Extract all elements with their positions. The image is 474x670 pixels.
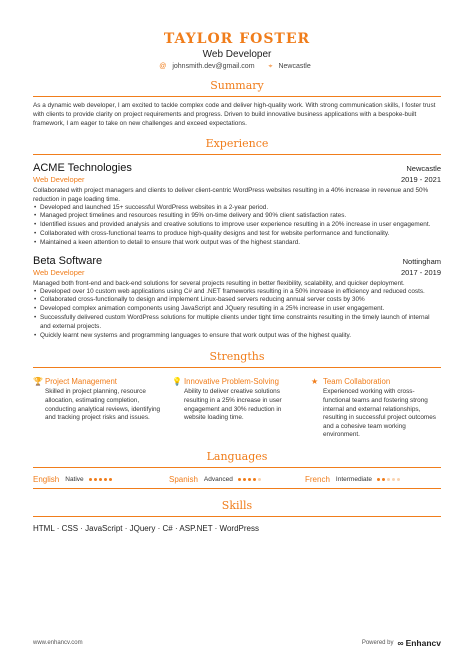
enhancv-logo-icon: ∞ [397,638,404,648]
list-item: • Maintained a keen attention to detail to ensure that work output was of the highest standard. [33,239,441,248]
contact-line [33,62,441,72]
strength-desc: Experienced working with cross-functional teams and fostering strong internal and external relationships, resulting in successful project outcomes and a cohesive team working environment. [323,388,436,439]
company-name: Beta Software [33,254,103,267]
rating-dot-filled [238,478,241,481]
candidate-name: TAYLOR FOSTER [163,31,311,47]
rating-dot-filled [248,478,251,481]
candidate-title: Web Developer [202,49,272,60]
job-description: Managed both front-end and back-end solutions for several projects resulting in better flexibility, scalability, and quicker deployment. [33,279,405,287]
summary-text: As a dynamic web developer, I am excited to tackle complex code and deliver high-quality work. With strong communication skills, I foster trust with clients to provide clarity on project requirements and progress. Driven to build innovative business applications with a bespoke-built framework, I am eager to take on new challenges and exceed expectations. [33,102,436,128]
job-entry [33,162,441,248]
language-name: French [305,474,330,484]
rating-dot-filled [89,478,92,481]
rating-dot-empty [397,478,400,481]
section-title-summary: Summary [210,79,264,92]
strengths-section [33,350,441,440]
divider [33,154,441,155]
job-entry [33,255,441,341]
list-item: • Quickly learnt new systems and programming languages to ensure that work output was of the highest quality. [33,332,441,341]
strength-item [33,376,163,440]
language-rating [377,478,402,481]
powered-by-label: Powered by [361,640,394,646]
location: ⌖ Newcastle [268,63,311,70]
language-name: English [33,474,60,484]
footer-brand [362,638,441,648]
job-description: Collaborated with project managers and clients to deliver client-centric WordPress websites resulting in a 40% increase in revenue and 50% reduction in page loading time. [33,186,429,203]
strength-desc: Ability to deliver creative solutions resulting in a 25% increase in user engagement and 30% reduction in website loading time. [184,388,282,422]
strength-title: Project Management [45,377,117,387]
pin-icon: ⌖ [268,63,273,70]
job-bullets [33,288,441,341]
strength-title: Innovative Problem-Solving [184,377,279,387]
divider [33,96,441,97]
enhancv-logo[interactable]: ∞ Enhancv [397,638,441,648]
job-bullets [33,204,441,248]
language-name: Spanish [169,474,198,484]
resume-header [33,0,441,72]
divider [33,467,441,468]
job-location: Newcastle [406,163,441,173]
section-title-strengths: Strengths [209,350,265,364]
rating-dot-filled [377,478,380,481]
languages-section [33,450,441,489]
rating-dot-filled [253,478,256,481]
rating-dot-filled [94,478,97,481]
rating-dot-filled [104,478,107,481]
list-item: • Successfully delivered custom WordPress solutions for multiple clients under tight time constraints resulting in the timely launch of internal and external projects. [33,314,441,332]
divider [33,488,441,489]
job-dates: 2017 - 2019 [400,267,441,277]
lightbulb-icon: 💡 [172,377,182,387]
list-item: • Collaborated with cross-functional teams to produce high-quality designs and test for website performance and functionality. [33,230,441,239]
summary-section [33,79,441,129]
language-rating [89,478,114,481]
language-item [33,475,169,484]
rating-dot-empty [258,478,261,481]
strength-desc: Skilled in project planning, resource allocation, estimating completion, conducting analytical reviews, identifying and tracking project risks and issues. [45,388,161,422]
job-role: Web Developer [33,267,85,277]
strength-title: Team Collaboration [323,377,391,387]
language-item [169,475,305,484]
language-level: Intermediate [335,475,373,483]
list-item: • Developed complex animation components using JavaScript and JQuery resulting in a 25% increase in user engagement. [33,305,441,314]
language-level: Native [65,475,84,483]
list-item: • Collaborated cross-functionally to design and implement Linux-based servers reducing annual server costs by 30% [33,296,441,305]
email[interactable]: @ johnsmith.dev@gmail.com [159,63,255,70]
rating-dot-filled [243,478,246,481]
job-dates: 2019 - 2021 [400,174,441,184]
skills-section [33,499,441,533]
language-rating [238,478,263,481]
skills-list: HTML · CSS · JavaScript · JQuery · C# · ASP.NET · WordPress [33,523,259,533]
footer-url[interactable]: www.enhancv.com [33,640,83,646]
language-level: Advanced [203,475,233,483]
section-title-skills: Skills [221,498,253,512]
job-role: Web Developer [33,174,85,184]
strength-item [311,376,441,440]
rating-dot-empty [387,478,390,481]
footer [33,638,441,648]
rating-dot-empty [392,478,395,481]
section-title-experience: Experience [205,136,269,150]
divider [33,516,441,517]
rating-dot-filled [382,478,385,481]
job-location: Nottingham [402,256,441,266]
at-icon: @ [159,63,167,70]
trophy-icon: 🏆 [33,377,43,387]
list-item: • Identified issues and provided analysis and creative solutions to improve user experience resulting in a 20% increase in user engagement. [33,221,441,230]
strength-item [172,376,302,440]
experience-section [33,137,441,341]
section-title-languages: Languages [206,449,268,463]
list-item: • Developed over 10 custom web applications using C# and .NET frameworks resulting in a 50% increase in efficiency and reduced costs. [33,288,441,297]
list-item: • Managed project timelines and resources resulting in 95% on-time delivery and 90% client satisfaction rates. [33,212,441,221]
rating-dot-filled [99,478,102,481]
divider [33,367,441,368]
rating-dot-filled [109,478,112,481]
language-item [305,475,441,484]
star-icon: ★ [311,377,319,387]
list-item: • Developed and launched 15+ successful WordPress websites in a 2-year period. [33,204,441,213]
company-name: ACME Technologies [33,161,132,174]
